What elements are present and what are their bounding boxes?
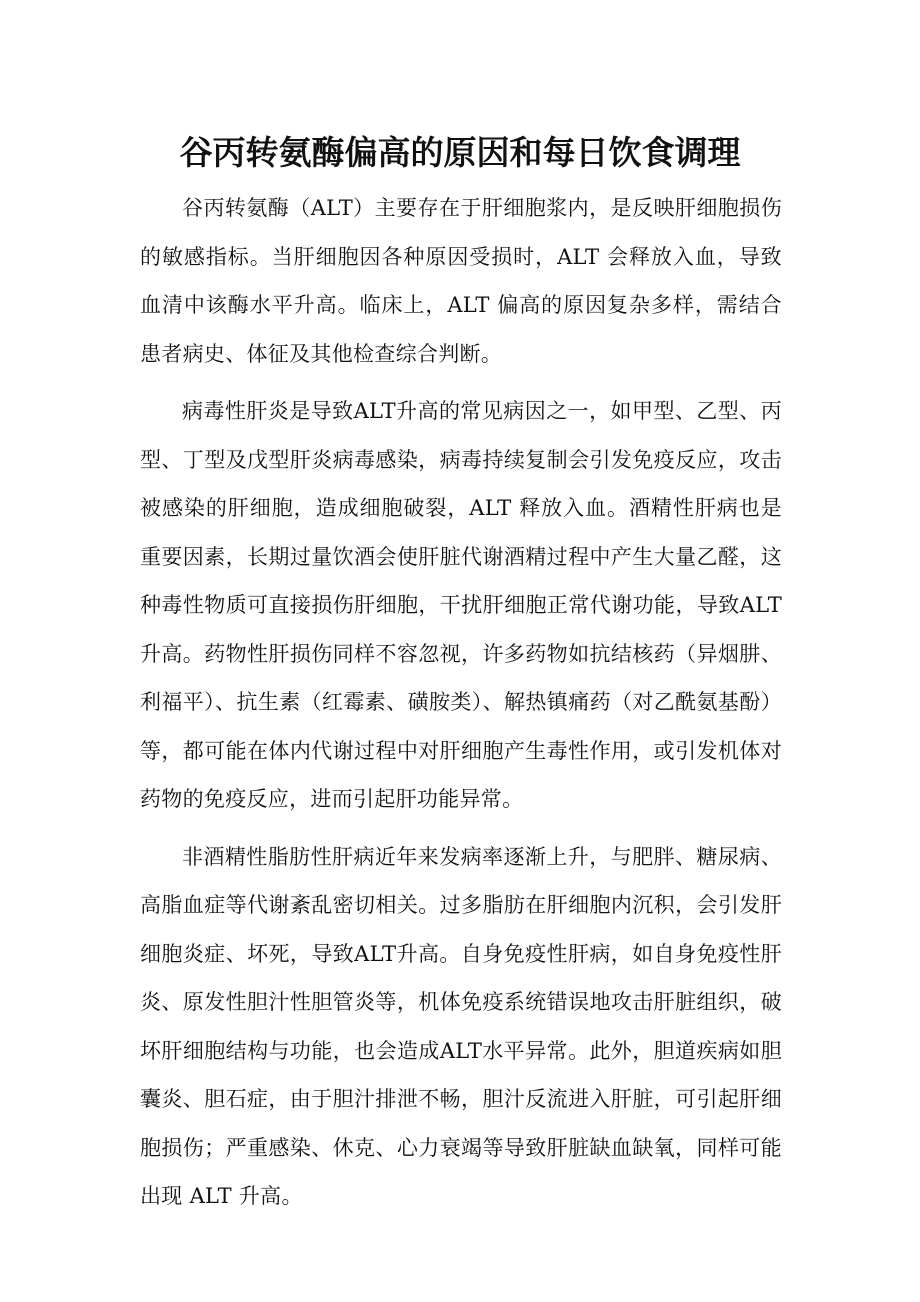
paragraph-causes-viral-alcohol-drug: 病毒性肝炎是导致ALT升高的常见病因之一，如甲型、乙型、丙型、丁型及戊型肝炎病毒感染，病毒持续复制会引发免疫反应，攻击被感染的肝细胞，造成细胞破裂，ALT 释放入血。酒精性肝病也是重要因素，长期过量饮酒会使肝脏代谢酒精过程中产生大量乙醛，这种毒性物质可直接损伤肝细胞，干扰肝细胞正常代谢功能，导致ALT升高。药物性肝损伤同样不容忽视，许多药物如抗结核药（异烟肼、利福平）、抗生素（红霉素、磺胺类）、解热镇痛药（对乙酰氨基酚）等，都可能在体内代谢过程中对肝细胞产生毒性作用，或引发机体对药物的免疫反应，进而引起肝功能异常。 [140, 399, 782, 811]
paragraph-intro: 谷丙转氨酶（ALT）主要存在于肝细胞浆内，是反映肝细胞损伤的敏感指标。当肝细胞因各种原因受损时，ALT 会释放入血，导致血清中该酶水平升高。临床上，ALT 偏高的原因复杂多样，需结合患者病史、体征及其他检查综合判断。 [140, 196, 782, 366]
article-body [140, 184, 782, 1230]
page-title: 谷丙转氨酶偏高的原因和每日饮食调理 [179, 133, 741, 172]
paragraph-causes-fatty-autoimmune-biliary: 非酒精性脂肪性肝病近年来发病率逐渐上升，与肥胖、糖尿病、高脂血症等代谢紊乱密切相关。过多脂肪在肝细胞内沉积，会引发肝细胞炎症、坏死，导致ALT升高。自身免疫性肝病，如自身免疫性肝炎、原发性胆汁性胆管炎等，机体免疫系统错误地攻击肝脏组织，破坏肝细胞结构与功能，也会造成ALT水平异常。此外，胆道疾病如胆囊炎、胆石症，由于胆汁排泄不畅，胆汁反流进入肝脏，可引起肝细胞损伤；严重感染、休克、心力衰竭等导致肝脏缺血缺氧，同样可能出现 ALT 升高。 [140, 844, 782, 1208]
